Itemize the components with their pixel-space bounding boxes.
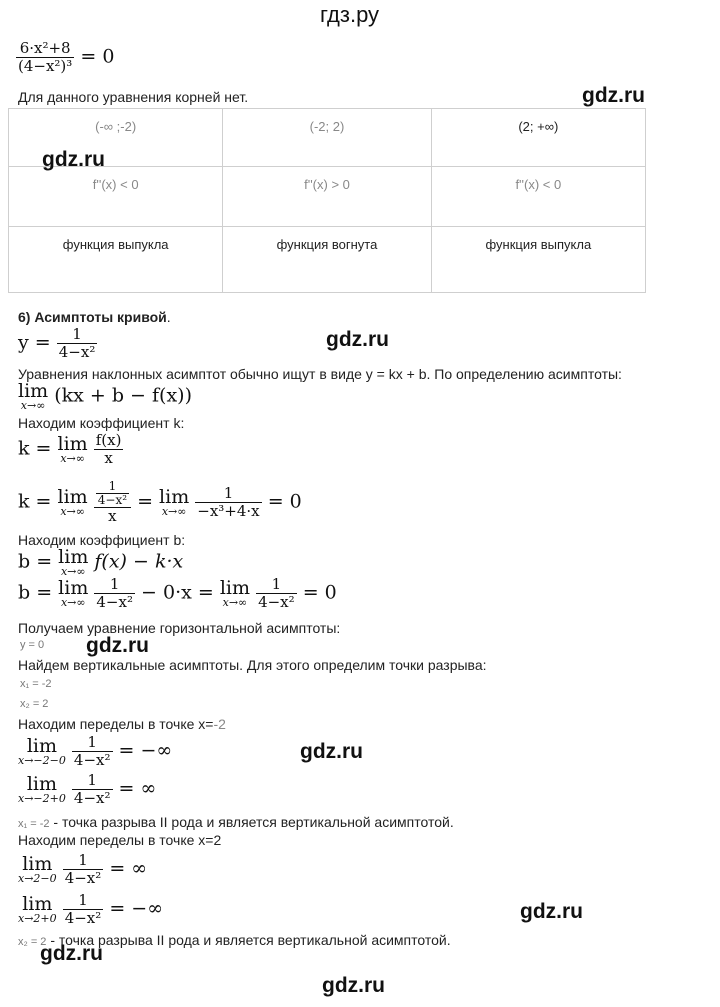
b-formula-1 (18, 548, 183, 577)
section-heading (18, 309, 171, 325)
b2-lhs: b = (18, 581, 53, 604)
k1-den: x (94, 449, 124, 467)
lim-rhs: = ∞ (118, 777, 157, 800)
lim-den: 4−x² (73, 789, 111, 807)
lim-word: lim (58, 546, 89, 568)
lim-expr: (kx + b − f(x)) (54, 384, 193, 407)
vertical-intro-text: Найдем вертикальные асимптоты. Для этого определим точки разрыва: (18, 657, 487, 673)
sign-cell: f''(x) < 0 (9, 167, 223, 227)
find-k-text: Находим коэффициент k: (18, 415, 185, 431)
k-formula-2 (18, 480, 302, 525)
x2-conclusion-text: - точка разрыва II рода и является вертикальной асимптотой. (46, 932, 451, 948)
watermark: gdz.ru (582, 84, 645, 107)
lim-word: lim (22, 853, 53, 875)
lim-sub: x→2−0 (18, 872, 57, 885)
k2-den2: −x³+4·x (197, 502, 260, 520)
table-row (9, 227, 646, 293)
table-row (9, 167, 646, 227)
lim-rhs: = ∞ (109, 857, 148, 880)
func-lhs: y = (18, 331, 51, 354)
intervals-table (8, 108, 646, 293)
watermark: gdz.ru (326, 328, 389, 351)
lim-word: lim (57, 486, 88, 508)
b2-num2: 1 (271, 575, 282, 593)
watermark: gdz.ru (42, 148, 105, 171)
second-derivative-equation (16, 40, 114, 75)
lim-sub: x→2+0 (18, 912, 57, 925)
break-point-x2: x₂ = 2 (20, 698, 49, 710)
eq-numerator: 6·x²+8 (19, 39, 71, 57)
lim-num: 1 (78, 891, 88, 909)
b-formula-2 (18, 576, 337, 611)
find-b-text: Находим коэффициент b: (18, 532, 186, 548)
x1-conclusion (18, 814, 454, 832)
eq-denominator: (4−x²)³ (18, 57, 73, 75)
x2-conclusion-var: x₂ = 2 (18, 936, 47, 948)
lim-sub: x→∞ (60, 452, 85, 465)
lim-num: 1 (78, 851, 88, 869)
watermark-bottom: gdz.ru (322, 974, 385, 997)
b2-num: 1 (109, 575, 120, 593)
k2-inner-num: 1 (108, 479, 117, 493)
lim-den: 4−x² (73, 751, 111, 769)
lim-word: lim (219, 577, 251, 599)
k2-num2: 1 (223, 484, 234, 502)
x1-conclusion-var: x₁ = -2 (18, 818, 50, 830)
lim-sub: x→∞ (60, 505, 85, 518)
site-title-watermark: гдз.ру (320, 2, 380, 27)
interval-cell: (-2; 2) (223, 109, 431, 167)
k-formula-1 (18, 432, 123, 467)
no-roots-text: Для данного уравнения корней нет. (18, 89, 249, 105)
lim-sub: x→∞ (222, 596, 248, 609)
b2-rhs: = 0 (302, 581, 337, 604)
lim-word: lim (18, 380, 49, 402)
lim-sub: x→∞ (161, 505, 187, 518)
lim-num: 1 (87, 733, 97, 751)
watermark: gdz.ru (40, 942, 103, 965)
section-heading-dot: . (166, 309, 171, 325)
horizontal-intro-text: Получаем уравнение горизонтальной асимптоты: (18, 620, 341, 636)
limits-at-2-text: Находим переделы в точке x=2 (18, 832, 222, 848)
lim-word: lim (159, 486, 190, 508)
eq-rhs: = 0 (80, 45, 115, 68)
lim-sub: x→−2+0 (18, 792, 66, 805)
watermark: gdz.ru (520, 900, 583, 923)
limits-at-minus-2-label: Находим переделы в точке x= (18, 716, 214, 732)
lim-den: 4−x² (64, 869, 102, 887)
conclusion-cell: функция выпукла (9, 227, 223, 293)
b1-expr: f(x) − k·x (94, 550, 184, 573)
watermark: gdz.ru (300, 740, 363, 763)
lim-sub: x→−2−0 (18, 754, 66, 767)
k1-lhs: k = (18, 437, 52, 460)
lim-word: lim (22, 893, 53, 915)
limit-right-minus-2 (18, 772, 156, 807)
limit-left-2 (18, 852, 147, 887)
lim-word: lim (26, 773, 58, 795)
section-heading-text: 6) Асимптоты кривой (18, 309, 167, 325)
limits-at-minus-2-text (18, 716, 226, 732)
b2-den: 4−x² (96, 593, 133, 611)
horizontal-asymptote: y = 0 (20, 639, 45, 651)
limit-left-minus-2 (18, 734, 172, 769)
k2-eq: = (137, 490, 153, 513)
lim-word: lim (26, 735, 58, 757)
interval-cell: (-∞ ;-2) (9, 109, 223, 167)
function-definition (18, 326, 97, 361)
limit-definition (18, 382, 192, 411)
lim-sub: x→∞ (60, 596, 86, 609)
watermark: gdz.ru (86, 634, 149, 657)
k2-inner-den: 4−x² (97, 493, 128, 507)
func-den: 4−x² (58, 343, 96, 361)
conclusion-cell: функция вогнута (223, 227, 431, 293)
limit-right-2 (18, 892, 163, 927)
lim-sub: x→∞ (20, 399, 46, 412)
b2-den2: 4−x² (258, 593, 295, 611)
b2-mid: − 0·x = (141, 581, 214, 604)
limits-at-minus-2-value: -2 (213, 716, 226, 732)
sign-cell: f''(x) < 0 (431, 167, 645, 227)
lim-num: 1 (87, 771, 97, 789)
k2-lhs: k = (18, 490, 52, 513)
k2-den: x (94, 507, 131, 525)
b1-lhs: b = (18, 550, 53, 573)
interval-cell: (2; +∞) (431, 109, 645, 167)
x1-conclusion-text: - точка разрыва II рода и является вертикальной асимптотой. (49, 814, 454, 830)
lim-rhs: = −∞ (118, 739, 173, 762)
oblique-intro-text: Уравнения наклонных асимптот обычно ищут в виде y = kx + b. По определению асимптоты: (18, 366, 622, 382)
sign-cell: f''(x) > 0 (223, 167, 431, 227)
conclusion-cell: функция выпукла (431, 227, 645, 293)
lim-word: lim (57, 433, 88, 455)
lim-word: lim (58, 577, 89, 599)
lim-den: 4−x² (64, 909, 102, 927)
k2-rhs: = 0 (267, 490, 302, 513)
break-point-x1: x₁ = -2 (20, 678, 52, 690)
lim-rhs: = −∞ (109, 897, 164, 920)
lim-sub: x→∞ (60, 565, 86, 578)
func-num: 1 (72, 325, 82, 343)
k1-num: f(x) (95, 431, 122, 449)
